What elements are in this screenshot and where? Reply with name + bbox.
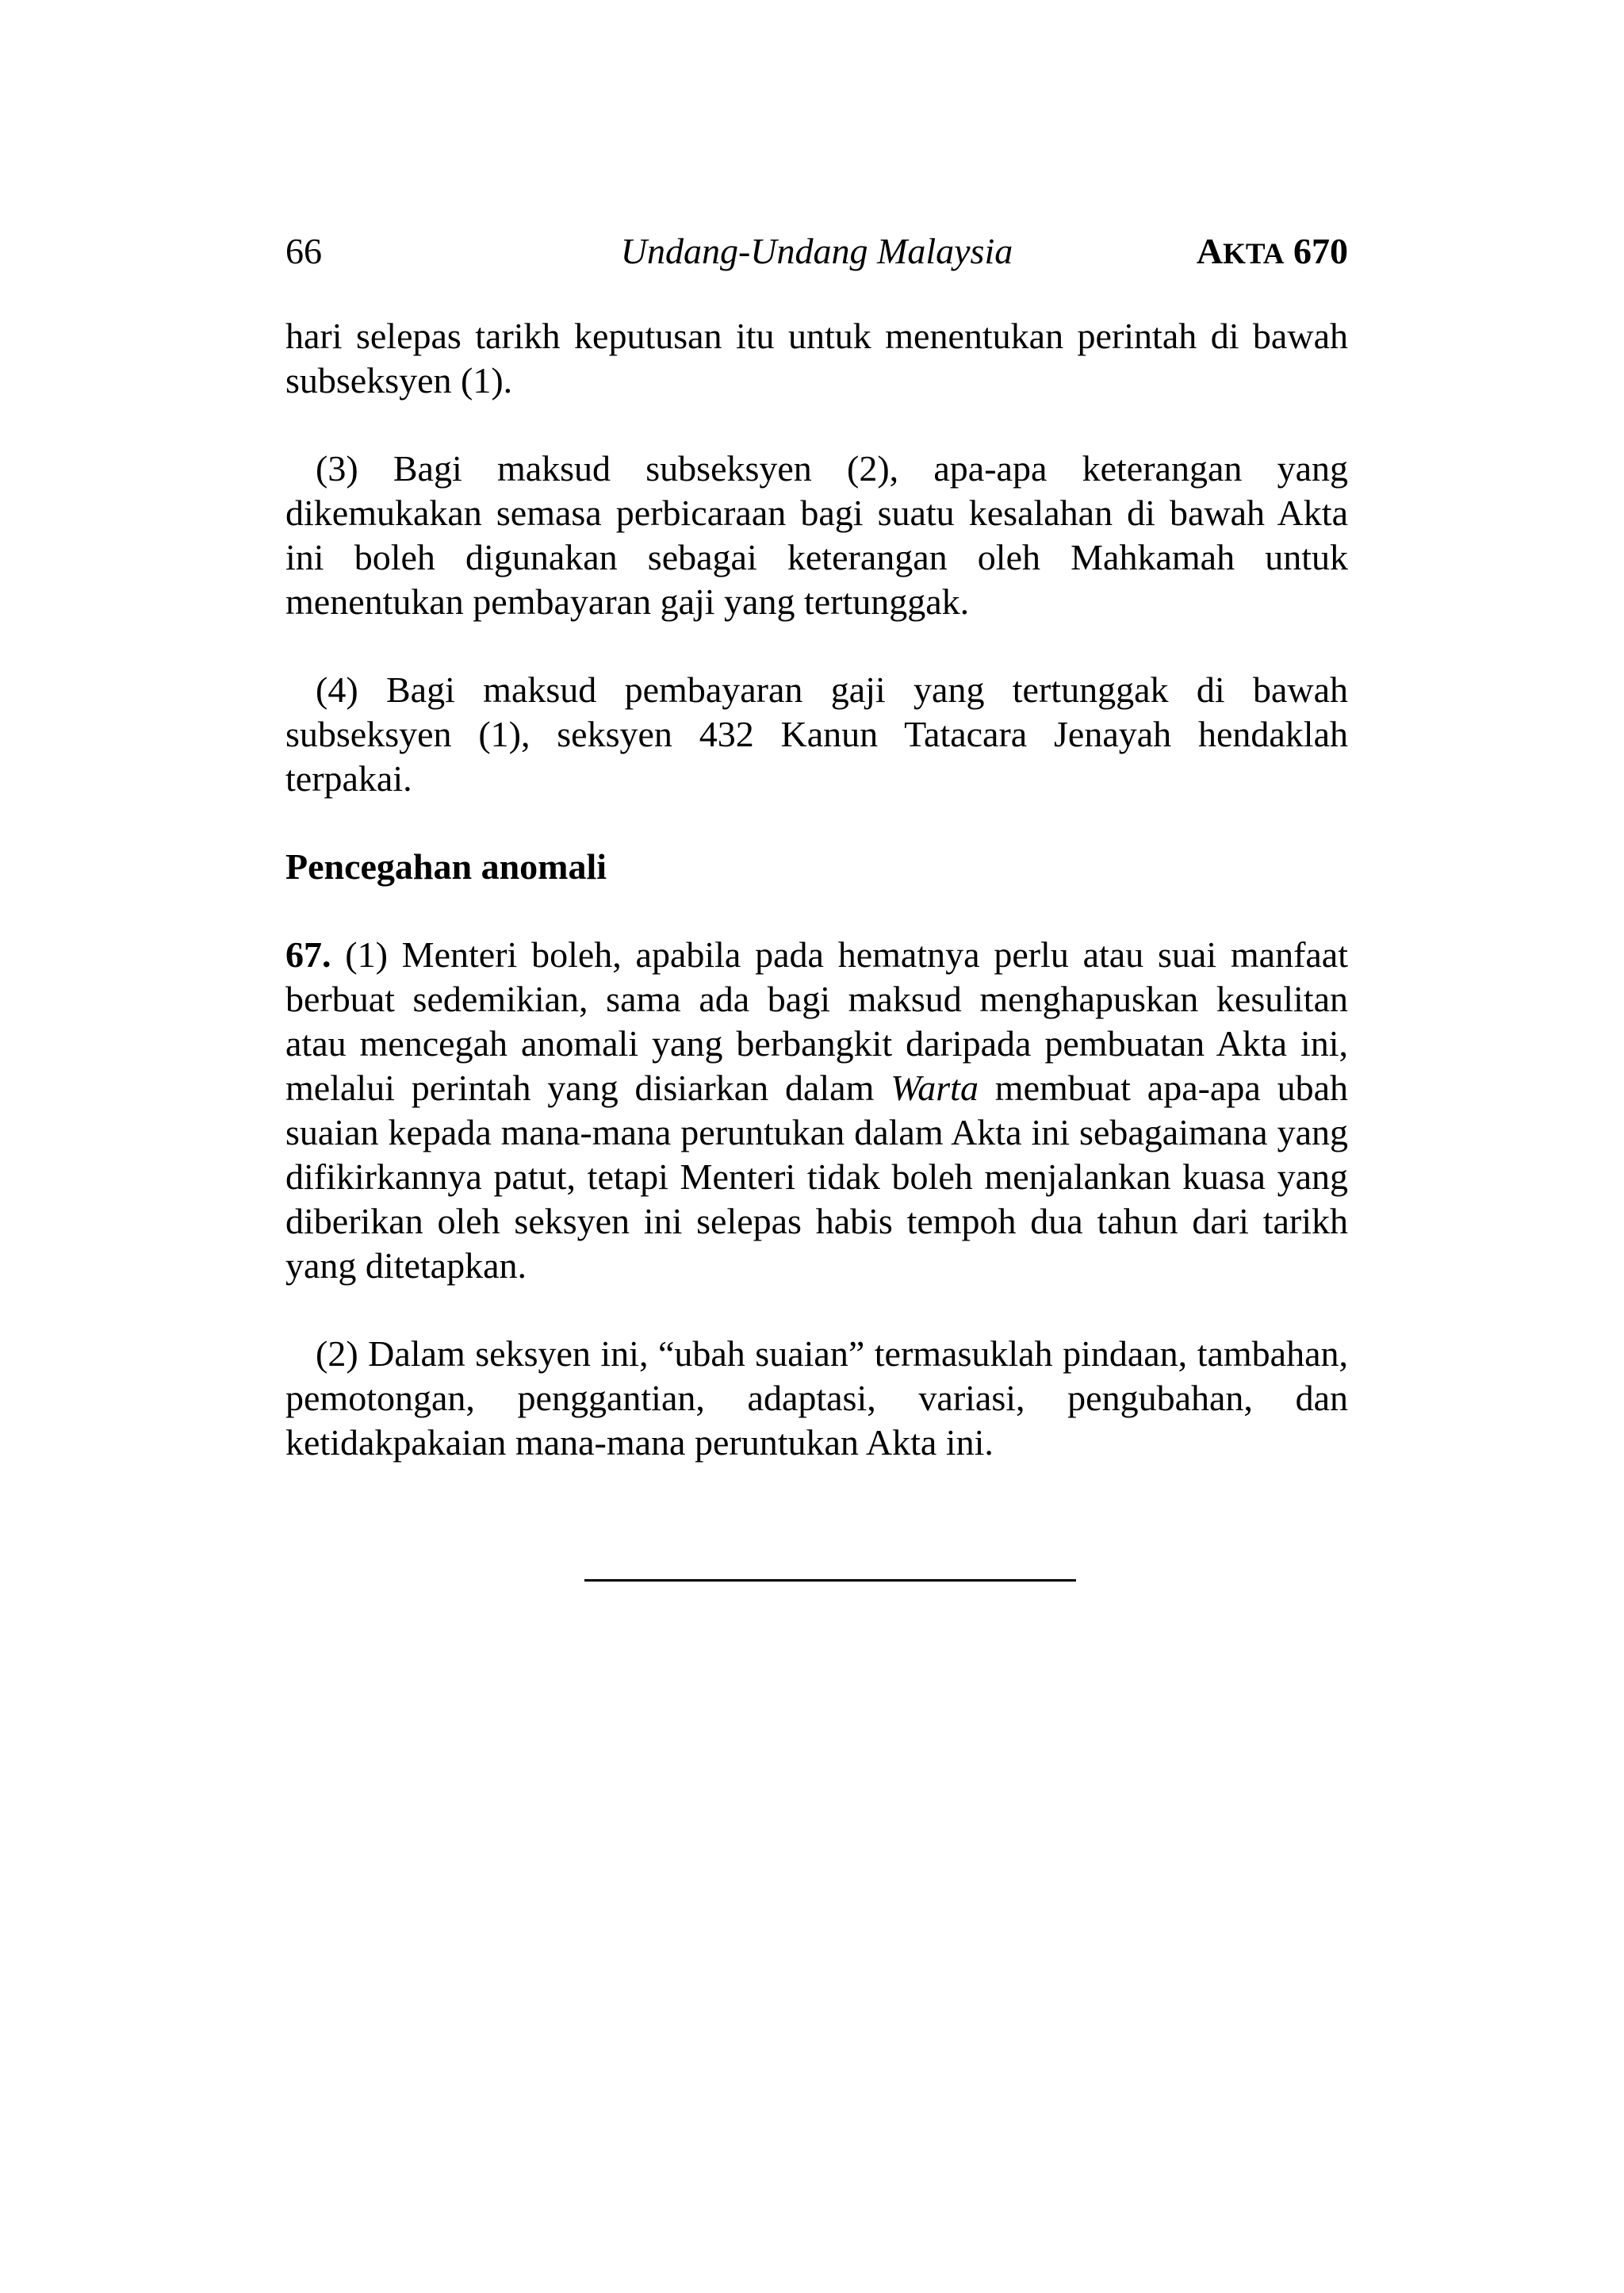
end-of-text-rule (584, 1579, 1076, 1582)
act-label-initial: A (1196, 231, 1224, 271)
section-heading: Pencegahan anomali (285, 846, 607, 887)
section-number: 67. (285, 934, 331, 975)
document-body (285, 314, 1348, 1509)
subsection-1-text-a: (1) Menteri boleh, apabila pada hematnya perlu atau suai manfaat berbuat sedemikian, sama ada bagi maksud menghapuskan kesulitan atau mencegah anomali yang berbangkit daripada pembuatan Akta ini, melalui perintah yang disiarkan dalam (285, 934, 1348, 1108)
act-number: 670 (1293, 231, 1348, 271)
section-67-subsection-1 (285, 933, 1348, 1288)
continuation-paragraph: hari selepas tarikh keputusan itu untuk menentukan perintah di bawah subseksyen (1). (285, 316, 1348, 401)
act-label-smallcaps: KTA (1223, 238, 1285, 270)
page-header (285, 224, 1348, 279)
running-title: Undang-Undang Malaysia (620, 231, 1013, 271)
warta-italic: Warta (891, 1068, 979, 1108)
subsection-3-paragraph: (3) Bagi maksud subseksyen (2), apa-apa keterangan yang dikemukakan semasa perbicaraan bagi suatu kesalahan di bawah Akta ini boleh digunakan sebagai keterangan oleh Mahkamah untuk menentukan pembayaran gaji yang tertunggak. (285, 448, 1348, 622)
subsection-4-paragraph: (4) Bagi maksud pembayaran gaji yang tertunggak di bawah subseksyen (1), seksyen 432 Kanun Tatacara Jenayah hendaklah terpakai. (285, 669, 1348, 799)
page-number: 66 (285, 231, 322, 271)
subsection-1-text-b: membuat apa-apa ubah suaian kepada mana-mana peruntukan dalam Akta ini sebagaimana yang difikirkannya patut, tetapi Menteri tidak boleh menjalankan kuasa yang diberikan oleh seksyen ini selepas habis tempoh dua tahun dari tarikh yang ditetapkan. (285, 1068, 1349, 1286)
act-label (1197, 224, 1348, 282)
section-67-subsection-2: (2) Dalam seksyen ini, “ubah suaian” termasuklah pindaan, tambahan, pemotongan, penggantian, adaptasi, variasi, pengubahan, dan ketidakpakaian mana-mana peruntukan Akta ini. (285, 1333, 1348, 1463)
